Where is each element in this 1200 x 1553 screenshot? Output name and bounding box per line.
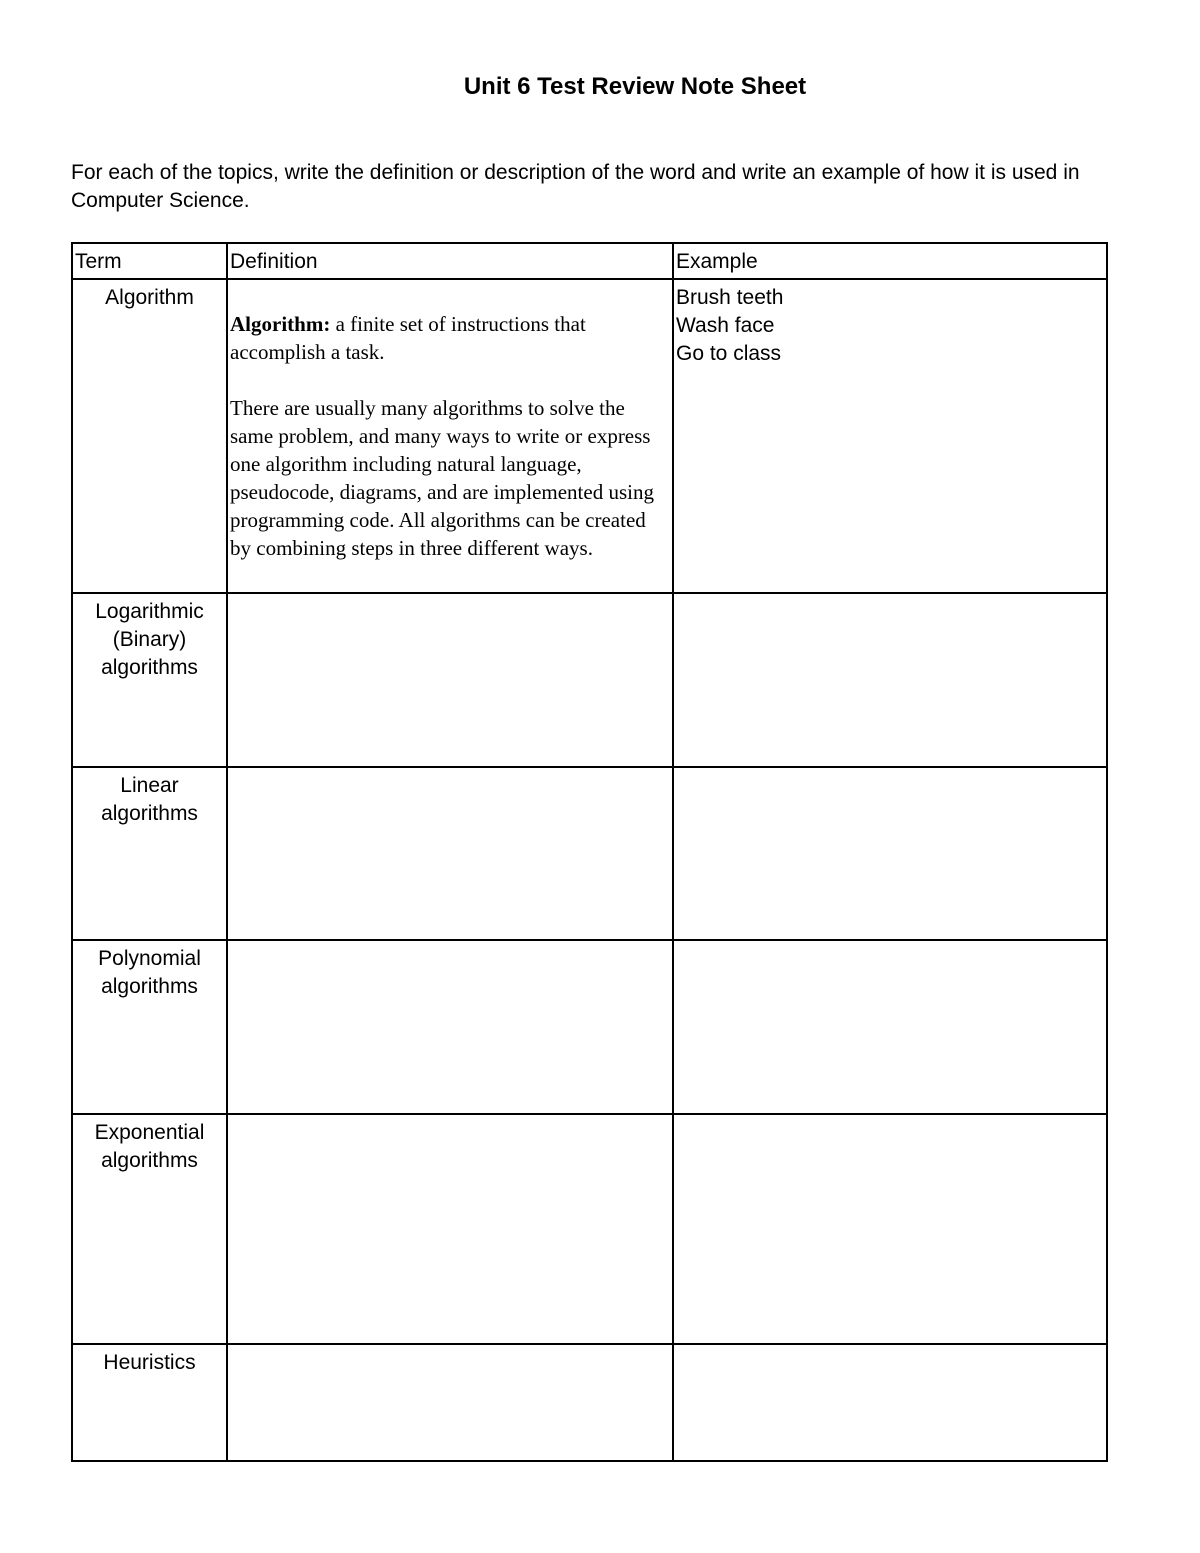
definition-text	[230, 310, 670, 366]
definition-cell[interactable]	[227, 940, 673, 1114]
table-row	[72, 1344, 1107, 1461]
header-term: Term	[72, 243, 227, 279]
term-cell: Exponential algorithms	[72, 1114, 227, 1344]
definition-term: Algorithm:	[230, 312, 331, 336]
example-item: Wash face	[676, 314, 775, 337]
example-cell[interactable]	[673, 1114, 1107, 1344]
table-row	[72, 1114, 1107, 1344]
table-row	[72, 279, 1107, 593]
term-cell: Heuristics	[72, 1344, 227, 1461]
definition-paragraph: There are usually many algorithms to solve the same problem, and many ways to write or express one algorithm including natural language, pseudocode, diagrams, and are implemented using programming code. All algorithms can be created by combining steps in three different ways.	[230, 396, 654, 560]
example-item: Go to class	[676, 342, 782, 365]
table-header-row	[72, 243, 1107, 279]
definition-cell[interactable]	[227, 593, 673, 767]
example-cell[interactable]	[673, 593, 1107, 767]
definition-cell[interactable]	[227, 1344, 673, 1461]
term-cell: Polynomial algorithms	[72, 940, 227, 1114]
term-cell: Logarithmic (Binary) algorithms	[72, 593, 227, 767]
table-row	[72, 593, 1107, 767]
instructions-text: For each of the topics, write the definition or description of the word and write an example of how it is used in Computer Science.	[71, 161, 1080, 212]
page-title: Unit 6 Test Review Note Sheet	[463, 73, 807, 100]
definition-cell[interactable]	[227, 1114, 673, 1344]
example-cell[interactable]	[673, 1344, 1107, 1461]
definition-cell[interactable]	[227, 279, 673, 593]
table-row	[72, 940, 1107, 1114]
term-cell: Algorithm	[72, 279, 227, 593]
table-row	[72, 767, 1107, 940]
example-item: Brush teeth	[676, 286, 784, 309]
example-cell[interactable]	[673, 279, 1107, 593]
example-cell[interactable]	[673, 940, 1107, 1114]
header-example: Example	[673, 243, 1107, 279]
header-definition: Definition	[227, 243, 673, 279]
example-cell[interactable]	[673, 767, 1107, 940]
definition-cell[interactable]	[227, 767, 673, 940]
term-cell: Linear algorithms	[72, 767, 227, 940]
definition-body: a finite set of instructions that accomplish a task.	[230, 312, 586, 364]
review-table	[71, 242, 1108, 1462]
